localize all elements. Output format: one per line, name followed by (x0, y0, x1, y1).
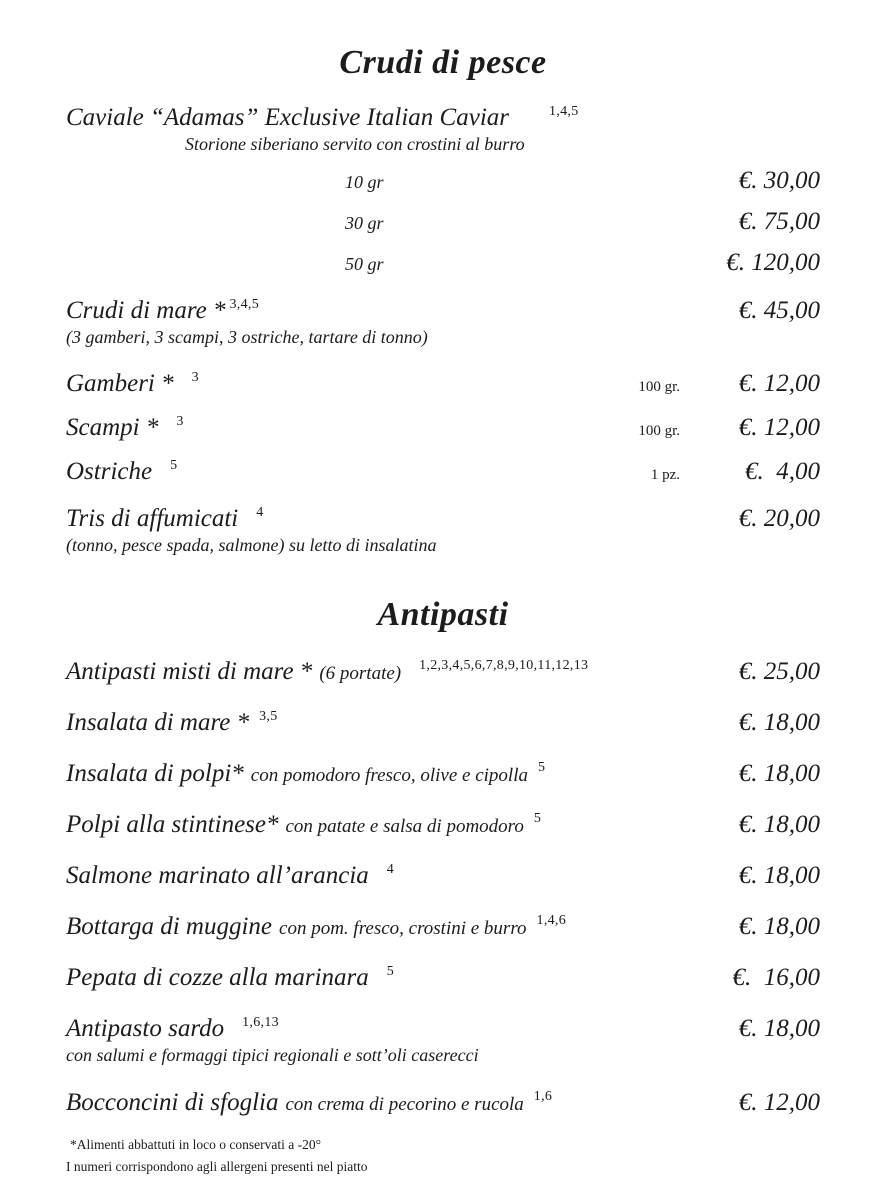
menu-item-tris-di-affumicati (66, 505, 820, 533)
item-name: Insalata di polpi* (66, 760, 244, 787)
item-name: Bottarga di muggine (66, 913, 273, 940)
price-group (638, 370, 820, 398)
item-allergens: 4 (256, 505, 264, 520)
item-subtext: con pomodoro fresco, olive e cipolla (250, 765, 528, 786)
item-price: €. 18,00 (738, 1015, 820, 1042)
item-price: €. 18,00 (738, 760, 820, 787)
item-name-group (66, 964, 688, 992)
menu-item-polpi-alla-stintinese (66, 811, 820, 839)
item-price: €. 18,00 (738, 811, 820, 838)
item-name-group (66, 297, 688, 325)
item-price: €. 18,00 (738, 862, 820, 889)
item-description: Storione siberiano servito con crostini al burro (185, 134, 525, 154)
item-name: Tris di affumicati (66, 505, 239, 532)
item-name: Salmone marinato all’arancia (66, 862, 369, 889)
item-allergens: 1,4,5 (549, 104, 579, 119)
item-name: Crudi di mare * (66, 297, 226, 324)
item-name: Ostriche (66, 458, 153, 485)
item-name-group (66, 370, 638, 398)
variant-price: €. 120,00 (726, 249, 820, 276)
item-unit: 1 pz. (650, 467, 680, 483)
item-subtext: con pom. fresco, crostini e burro (279, 918, 527, 939)
item-price: €. 16,00 (732, 964, 820, 991)
price-group (688, 964, 820, 992)
item-name: Bocconcini di sfoglia (66, 1089, 279, 1116)
menu-item-caviale (66, 104, 820, 132)
footnotes (66, 1134, 368, 1178)
section-title-crudi-di-pesce: Crudi di pesce (339, 44, 547, 81)
item-subtext: con patate e salsa di pomodoro (285, 816, 524, 837)
item-name: Gamberi * (66, 370, 174, 397)
menu-item-gamberi (66, 370, 820, 398)
item-name: Pepata di cozze alla marinara (66, 964, 369, 991)
menu-item-pepata-di-cozze (66, 964, 820, 992)
item-name: Antipasto sardo (66, 1015, 225, 1042)
item-price: €. 12,00 (738, 370, 820, 397)
item-name-group (66, 505, 688, 533)
price-group (688, 760, 820, 788)
item-allergens: 1,6 (533, 1089, 553, 1104)
footnote-allergens: I numeri corrispondono agli allergeni presenti nel piatto (66, 1159, 368, 1174)
item-allergens: 5 (386, 964, 395, 979)
variant-size: 50 gr (345, 254, 384, 274)
variant-size: 10 gr (345, 172, 384, 192)
menu-item-insalata-di-mare (66, 709, 820, 737)
item-name-group (66, 458, 651, 486)
price-group (651, 458, 820, 486)
item-allergens: 5 (170, 458, 178, 473)
item-name-group (66, 709, 688, 737)
menu-item-bottarga-di-muggine (66, 913, 820, 941)
item-unit: 100 gr. (638, 379, 680, 395)
section-title-antipasti: Antipasti (377, 596, 509, 633)
item-allergens: 1,6,13 (242, 1015, 279, 1030)
price-group (688, 709, 820, 737)
item-price: €. 18,00 (738, 913, 820, 940)
item-name: Insalata di mare * (66, 709, 250, 736)
menu-item-insalata-di-polpi (66, 760, 820, 788)
item-name: Antipasti misti di mare * (66, 658, 313, 685)
item-allergens: 4 (386, 862, 395, 877)
item-name-group (66, 658, 688, 686)
price-group (688, 811, 820, 839)
item-name: Polpi alla stintinese* (66, 811, 279, 838)
menu-item-ostriche (66, 458, 820, 486)
price-group (688, 1089, 820, 1117)
item-name-group (66, 760, 688, 788)
variant-row-50gr (66, 249, 820, 277)
item-price: €. 18,00 (738, 709, 820, 736)
item-name-group (66, 862, 688, 890)
item-price: €. 20,00 (738, 505, 820, 532)
menu-item-bocconcini-di-sfoglia (66, 1089, 820, 1117)
item-allergens: 3,5 (259, 709, 278, 724)
item-allergens: 3,4,5 (229, 297, 259, 312)
item-allergens: 5 (538, 760, 546, 775)
item-name-group (66, 913, 688, 941)
item-name-group (66, 811, 688, 839)
item-allergens: 3 (176, 414, 184, 429)
item-unit: 100 gr. (638, 423, 680, 439)
item-name-group (66, 1015, 688, 1043)
item-allergens: 5 (533, 811, 542, 826)
item-price: €. 12,00 (738, 414, 820, 441)
price-group (688, 862, 820, 890)
item-allergens: 3 (191, 370, 199, 385)
item-subtext: (6 portate) (319, 663, 402, 684)
price-group (688, 1015, 820, 1043)
item-allergens: 1,4,6 (536, 913, 567, 928)
menu-item-crudi-di-mare (66, 297, 820, 325)
variant-size: 30 gr (345, 213, 384, 233)
price-group (688, 658, 820, 686)
price-group (638, 414, 820, 442)
menu-item-salmone-marinato (66, 862, 820, 890)
item-price: €. 4,00 (745, 458, 820, 485)
item-allergens: 1,2,3,4,5,6,7,8,9,10,11,12,13 (419, 658, 589, 673)
item-price: €. 12,00 (738, 1089, 820, 1116)
menu-item-scampi (66, 414, 820, 442)
item-name-group (66, 104, 820, 132)
menu-item-antipasti-misti-di-mare (66, 658, 820, 686)
item-name-group (66, 414, 638, 442)
item-description: (3 gamberi, 3 scampi, 3 ostriche, tartare di tonno) (66, 327, 428, 347)
menu-item-antipasto-sardo (66, 1015, 820, 1043)
footnote-frozen-food: *Alimenti abbattuti in loco o conservati a -20° (70, 1137, 321, 1152)
item-description: con salumi e formaggi tipici regionali e sott’oli caserecci (66, 1045, 479, 1065)
item-price: €. 25,00 (738, 658, 820, 685)
item-price: €. 45,00 (738, 297, 820, 324)
item-name: Caviale “Adamas” Exclusive Italian Caviar (66, 104, 510, 131)
variant-row-10gr (66, 167, 820, 195)
item-name-group (66, 1089, 688, 1117)
variant-price: €. 75,00 (738, 208, 820, 235)
variant-price: €. 30,00 (738, 167, 820, 194)
price-group (688, 505, 820, 533)
variant-row-30gr (66, 208, 820, 236)
item-name: Scampi * (66, 414, 159, 441)
item-subtext: con crema di pecorino e rucola (285, 1094, 524, 1115)
item-description: (tonno, pesce spada, salmone) su letto di insalatina (66, 535, 437, 555)
price-group (688, 297, 820, 325)
price-group (688, 913, 820, 941)
